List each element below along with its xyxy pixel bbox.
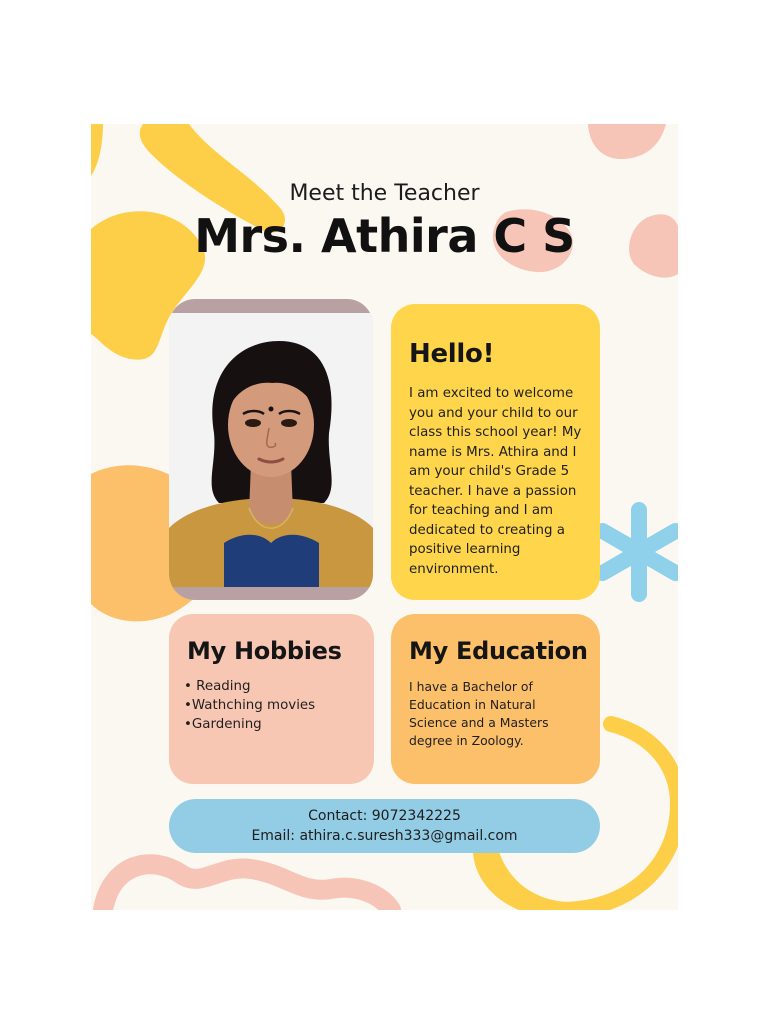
poster <box>91 124 678 910</box>
pink-squiggle <box>103 864 391 910</box>
teacher-portrait-icon <box>169 313 373 587</box>
hobby-item: •Gardening <box>184 717 262 732</box>
blue-star <box>592 502 678 602</box>
teacher-name-title: Mrs. Athira C S <box>194 209 575 263</box>
pink-blob-topright <box>588 124 666 159</box>
hobby-item: • Reading <box>184 679 251 694</box>
education-body-text: I have a Bachelor of Education in Natural Science and a Masters degree in Zoology. <box>409 679 549 748</box>
contact-phone[interactable]: Contact: 9072342225 <box>308 808 461 824</box>
teacher-photo <box>169 313 373 587</box>
contact-email[interactable]: Email: athira.c.suresh333@gmail.com <box>251 828 518 844</box>
contact-card <box>169 799 600 853</box>
hobbies-list <box>184 677 315 734</box>
hobby-item: •Wathching movies <box>184 698 316 713</box>
hello-card <box>391 304 600 600</box>
education-heading: My Education <box>409 637 588 665</box>
photo-frame <box>169 299 373 600</box>
hobbies-card <box>169 614 374 784</box>
hello-heading: Hello! <box>409 339 495 369</box>
education-card <box>391 614 600 784</box>
hobbies-heading: My Hobbies <box>187 637 342 665</box>
hello-body-text: I am excited to welcome you and your child to our class this school year! My name is Mrs. Athira and I am your child's Grade 5 teacher. I have a passion for teaching and I am dedicated to creating a positive learning environment. <box>409 386 582 577</box>
yellow-blob-topleft <box>91 124 103 176</box>
meet-the-teacher-subtitle: Meet the Teacher <box>289 181 480 206</box>
